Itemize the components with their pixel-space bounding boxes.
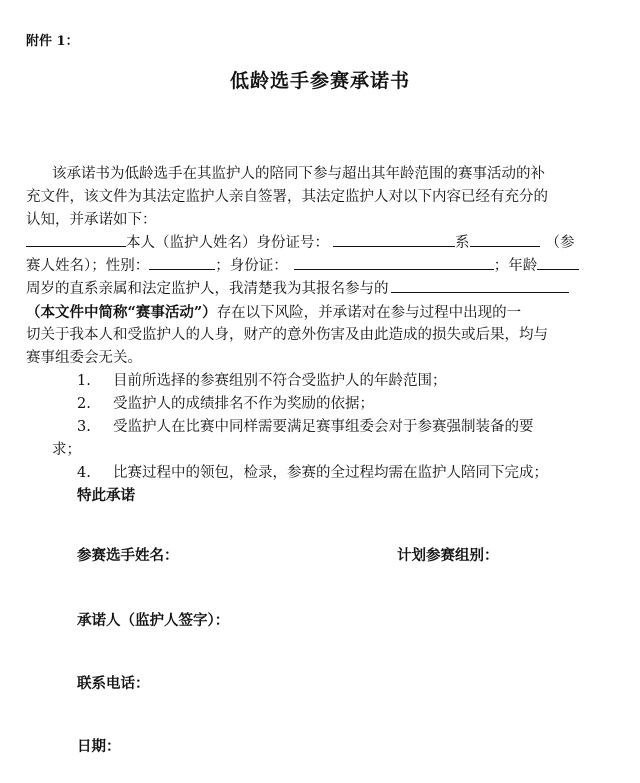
list-item-3-continuation: 求；: [52, 442, 81, 458]
risk-text: 存在以下风险，并承诺对在参与过程中出现的一: [216, 305, 522, 321]
planned-group-field[interactable]: 计划参赛组别：: [397, 547, 499, 564]
intro-line-1: 该承诺书为低龄选手在其监护人的陪同下参与超出其年龄范围的赛事活动的补: [52, 166, 545, 182]
age-blank[interactable]: [537, 255, 579, 270]
annex-label: 附件 1：: [26, 34, 79, 49]
participant-name-label-open: （参: [545, 235, 575, 251]
intro-line-3: 认知，并承诺如下：: [26, 212, 157, 228]
age-label: ；年龄: [493, 258, 538, 274]
risk-line-3: 赛事组委会无关。: [26, 350, 142, 366]
risk-line-1: [26, 301, 521, 325]
gender-blank[interactable]: [149, 255, 215, 270]
guardian-signature-field[interactable]: 承诺人（监护人签字）：: [77, 612, 230, 629]
guardian-id-blank[interactable]: [333, 232, 455, 247]
fill-line-1: [26, 232, 575, 255]
id-blank[interactable]: [294, 255, 494, 270]
event-blank[interactable]: [391, 278, 569, 293]
fill-line-3: [26, 278, 569, 301]
age-unit-text: 周岁的直系亲属和法定监护人，我清楚我为其报名参与的: [26, 281, 389, 297]
list-item-4: 4. 比赛过程中的领包，检录，参赛的全过程均需在监护人陪同下完成；: [77, 465, 548, 481]
guardian-name-blank[interactable]: [26, 232, 126, 247]
fill-line-2: [26, 255, 579, 278]
intro-line-2: 充文件，该文件为其法定监护人亲自签署，其法定监护人对以下内容已经有充分的: [26, 189, 548, 205]
date-field[interactable]: 日期：: [77, 738, 121, 755]
relation-blank[interactable]: [470, 232, 540, 247]
closing-statement: 特此承诺: [77, 487, 135, 504]
event-alias: （本文件中简称“赛事活动”）: [26, 304, 217, 321]
list-item-2: 2. 受监护人的成绩排名不作为奖励的依据；: [77, 396, 374, 412]
gender-label: 赛人姓名）；性别：: [26, 258, 150, 274]
relation-label: 系: [455, 235, 470, 251]
list-item-3: 3. 受监护人在比赛中同样需要满足赛事组委会对于参赛强制装备的要: [77, 419, 534, 435]
document-title: 低龄选手参赛承诺书: [229, 70, 410, 92]
list-item-1: 1. 目前所选择的参赛组别不符合受监护人的年龄范围；: [77, 373, 447, 389]
contact-phone-field[interactable]: 联系电话：: [77, 675, 150, 692]
guardian-name-label: 本人（监护人姓名）身份证号：: [126, 235, 329, 251]
participant-name-field[interactable]: 参赛选手姓名：: [77, 547, 179, 564]
id-label: ；身份证：: [215, 258, 288, 274]
risk-line-2: 切关于我本人和受监护人的人身，财产的意外伤害及由此造成的损失或后果，均与: [26, 327, 548, 343]
